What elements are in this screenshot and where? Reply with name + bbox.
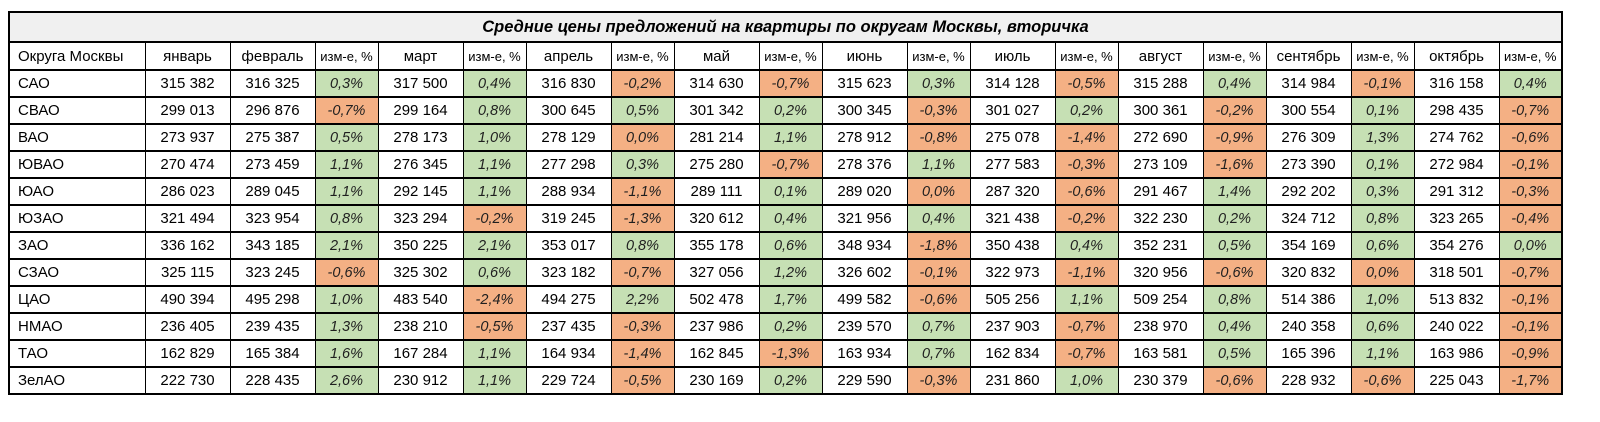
price-cell: 240 022 — [1414, 313, 1499, 340]
region-column-header: Округа Москвы — [9, 42, 145, 70]
change-cell: 2,2% — [611, 286, 674, 313]
change-cell: 1,0% — [315, 286, 378, 313]
price-cell: 236 405 — [145, 313, 230, 340]
table-row — [9, 124, 1562, 151]
price-cell: 273 109 — [1118, 151, 1203, 178]
change-cell: 2,1% — [315, 232, 378, 259]
change-cell: -0,6% — [1055, 178, 1118, 205]
change-column-header: изм-е, % — [1055, 42, 1118, 70]
change-cell: -0,7% — [759, 151, 822, 178]
price-cell: 163 581 — [1118, 340, 1203, 367]
table-row — [9, 259, 1562, 286]
change-cell: 1,2% — [759, 259, 822, 286]
price-cell: 272 690 — [1118, 124, 1203, 151]
change-cell: -0,6% — [315, 259, 378, 286]
table-title-row — [9, 12, 1562, 42]
price-cell: 325 115 — [145, 259, 230, 286]
price-cell: 324 712 — [1266, 205, 1351, 232]
price-cell: 276 345 — [378, 151, 463, 178]
price-cell: 298 435 — [1414, 97, 1499, 124]
price-cell: 323 245 — [230, 259, 315, 286]
change-cell: 0,0% — [907, 178, 970, 205]
price-cell: 286 023 — [145, 178, 230, 205]
change-cell: -1,8% — [907, 232, 970, 259]
change-cell: -0,7% — [1499, 259, 1562, 286]
month-column-header: сентябрь — [1266, 42, 1351, 70]
table-row — [9, 70, 1562, 97]
region-cell: ЮЗАО — [9, 205, 145, 232]
price-cell: 291 467 — [1118, 178, 1203, 205]
price-cell: 238 970 — [1118, 313, 1203, 340]
price-cell: 237 986 — [674, 313, 759, 340]
month-column-header: май — [674, 42, 759, 70]
price-cell: 162 845 — [674, 340, 759, 367]
change-cell: -0,6% — [1203, 367, 1266, 394]
price-cell: 278 173 — [378, 124, 463, 151]
change-cell: 0,8% — [611, 232, 674, 259]
price-cell: 316 830 — [526, 70, 611, 97]
price-cell: 278 129 — [526, 124, 611, 151]
change-cell: -1,4% — [1055, 124, 1118, 151]
price-cell: 350 225 — [378, 232, 463, 259]
change-cell: -0,6% — [1499, 124, 1562, 151]
region-cell: ЮАО — [9, 178, 145, 205]
table-title: Средние цены предложений на квартиры по округам Москвы, вторичка — [9, 12, 1562, 42]
price-cell: 281 214 — [674, 124, 759, 151]
region-cell: СЗАО — [9, 259, 145, 286]
change-cell: 1,0% — [1351, 286, 1414, 313]
price-cell: 325 302 — [378, 259, 463, 286]
price-cell: 228 435 — [230, 367, 315, 394]
price-cell: 289 045 — [230, 178, 315, 205]
change-cell: -1,4% — [611, 340, 674, 367]
price-cell: 316 325 — [230, 70, 315, 97]
change-cell: -0,9% — [1499, 340, 1562, 367]
change-cell: -1,3% — [611, 205, 674, 232]
price-cell: 292 202 — [1266, 178, 1351, 205]
price-cell: 317 500 — [378, 70, 463, 97]
change-cell: -0,6% — [1351, 367, 1414, 394]
price-cell: 314 984 — [1266, 70, 1351, 97]
price-cell: 323 182 — [526, 259, 611, 286]
price-cell: 323 265 — [1414, 205, 1499, 232]
table-row — [9, 286, 1562, 313]
change-cell: 0,4% — [1055, 232, 1118, 259]
price-cell: 502 478 — [674, 286, 759, 313]
change-column-header: изм-е, % — [315, 42, 378, 70]
change-cell: 0,2% — [759, 97, 822, 124]
price-cell: 278 912 — [822, 124, 907, 151]
price-cell: 315 288 — [1118, 70, 1203, 97]
change-cell: 0,8% — [463, 97, 526, 124]
price-cell: 230 912 — [378, 367, 463, 394]
change-cell: -1,1% — [611, 178, 674, 205]
change-column-header: изм-е, % — [907, 42, 970, 70]
change-cell: 0,2% — [1055, 97, 1118, 124]
change-cell: 1,1% — [315, 151, 378, 178]
price-cell: 274 762 — [1414, 124, 1499, 151]
price-cell: 275 387 — [230, 124, 315, 151]
price-cell: 355 178 — [674, 232, 759, 259]
price-cell: 292 145 — [378, 178, 463, 205]
change-column-header: изм-е, % — [611, 42, 674, 70]
change-cell: 1,7% — [759, 286, 822, 313]
price-cell: 287 320 — [970, 178, 1055, 205]
change-cell: -0,5% — [611, 367, 674, 394]
change-cell: 0,8% — [315, 205, 378, 232]
price-cell: 240 358 — [1266, 313, 1351, 340]
change-cell: 1,1% — [463, 151, 526, 178]
change-cell: -0,4% — [1499, 205, 1562, 232]
change-cell: -0,6% — [907, 286, 970, 313]
change-cell: 1,1% — [907, 151, 970, 178]
price-cell: 323 954 — [230, 205, 315, 232]
change-cell: 0,4% — [463, 70, 526, 97]
price-cell: 237 435 — [526, 313, 611, 340]
price-cell: 162 829 — [145, 340, 230, 367]
price-cell: 348 934 — [822, 232, 907, 259]
price-cell: 163 934 — [822, 340, 907, 367]
price-cell: 291 312 — [1414, 178, 1499, 205]
price-cell: 321 956 — [822, 205, 907, 232]
change-cell: 0,4% — [759, 205, 822, 232]
price-cell: 490 394 — [145, 286, 230, 313]
change-cell: -0,7% — [1499, 97, 1562, 124]
change-cell: 0,1% — [1351, 151, 1414, 178]
change-cell: -0,1% — [1351, 70, 1414, 97]
price-cell: 239 435 — [230, 313, 315, 340]
price-cell: 314 630 — [674, 70, 759, 97]
change-cell: 2,6% — [315, 367, 378, 394]
change-cell: 0,0% — [1499, 232, 1562, 259]
change-cell: 0,7% — [907, 340, 970, 367]
price-cell: 272 984 — [1414, 151, 1499, 178]
price-cell: 228 932 — [1266, 367, 1351, 394]
change-cell: -0,1% — [1499, 286, 1562, 313]
price-cell: 514 386 — [1266, 286, 1351, 313]
price-cell: 354 169 — [1266, 232, 1351, 259]
change-cell: -0,7% — [611, 259, 674, 286]
change-cell: 0,2% — [759, 313, 822, 340]
price-cell: 505 256 — [970, 286, 1055, 313]
change-cell: 1,1% — [1055, 286, 1118, 313]
prices-table — [8, 11, 1563, 395]
price-cell: 322 973 — [970, 259, 1055, 286]
change-cell: -0,3% — [1055, 151, 1118, 178]
change-cell: -0,1% — [1499, 151, 1562, 178]
change-cell: -0,2% — [1055, 205, 1118, 232]
change-cell: 1,6% — [315, 340, 378, 367]
change-cell: 0,6% — [463, 259, 526, 286]
change-column-header: изм-е, % — [1203, 42, 1266, 70]
price-cell: 499 582 — [822, 286, 907, 313]
change-cell: -0,3% — [1499, 178, 1562, 205]
change-cell: -0,7% — [1055, 340, 1118, 367]
price-cell: 230 379 — [1118, 367, 1203, 394]
change-cell: -0,6% — [1203, 259, 1266, 286]
month-column-header: январь — [145, 42, 230, 70]
change-cell: -0,2% — [611, 70, 674, 97]
change-cell: -0,9% — [1203, 124, 1266, 151]
price-cell: 164 934 — [526, 340, 611, 367]
change-column-header: изм-е, % — [1499, 42, 1562, 70]
change-cell: 1,3% — [315, 313, 378, 340]
price-cell: 319 245 — [526, 205, 611, 232]
change-cell: 0,1% — [1351, 97, 1414, 124]
table-row — [9, 313, 1562, 340]
change-cell: 0,6% — [1351, 313, 1414, 340]
price-cell: 301 342 — [674, 97, 759, 124]
price-cell: 229 590 — [822, 367, 907, 394]
change-cell: 1,0% — [1055, 367, 1118, 394]
price-cell: 343 185 — [230, 232, 315, 259]
price-cell: 270 474 — [145, 151, 230, 178]
month-column-header: октябрь — [1414, 42, 1499, 70]
change-cell: -1,6% — [1203, 151, 1266, 178]
price-cell: 278 376 — [822, 151, 907, 178]
table-row — [9, 367, 1562, 394]
change-cell: 0,5% — [611, 97, 674, 124]
month-column-header: февраль — [230, 42, 315, 70]
price-cell: 230 169 — [674, 367, 759, 394]
change-cell: -0,5% — [1055, 70, 1118, 97]
price-cell: 320 956 — [1118, 259, 1203, 286]
table-row — [9, 205, 1562, 232]
change-cell: 0,4% — [1499, 70, 1562, 97]
change-cell: -0,7% — [315, 97, 378, 124]
change-cell: 0,6% — [759, 232, 822, 259]
change-cell: 0,4% — [1203, 313, 1266, 340]
price-cell: 275 280 — [674, 151, 759, 178]
change-cell: 1,1% — [463, 367, 526, 394]
region-cell: САО — [9, 70, 145, 97]
change-cell: -0,7% — [759, 70, 822, 97]
change-cell: -2,4% — [463, 286, 526, 313]
region-cell: НМАО — [9, 313, 145, 340]
region-cell: ТАО — [9, 340, 145, 367]
price-cell: 322 230 — [1118, 205, 1203, 232]
change-cell: 0,3% — [315, 70, 378, 97]
price-cell: 354 276 — [1414, 232, 1499, 259]
price-cell: 513 832 — [1414, 286, 1499, 313]
change-cell: -1,1% — [1055, 259, 1118, 286]
price-cell: 301 027 — [970, 97, 1055, 124]
price-cell: 350 438 — [970, 232, 1055, 259]
change-cell: 1,1% — [463, 340, 526, 367]
price-cell: 321 494 — [145, 205, 230, 232]
price-cell: 162 834 — [970, 340, 1055, 367]
price-cell: 323 294 — [378, 205, 463, 232]
change-cell: 0,4% — [1203, 70, 1266, 97]
change-cell: 0,0% — [611, 124, 674, 151]
change-cell: 2,1% — [463, 232, 526, 259]
price-cell: 299 164 — [378, 97, 463, 124]
change-cell: -0,8% — [907, 124, 970, 151]
change-cell: 1,4% — [1203, 178, 1266, 205]
change-cell: 0,2% — [1203, 205, 1266, 232]
price-cell: 353 017 — [526, 232, 611, 259]
price-cell: 222 730 — [145, 367, 230, 394]
month-column-header: июнь — [822, 42, 907, 70]
table-row — [9, 97, 1562, 124]
price-cell: 165 396 — [1266, 340, 1351, 367]
region-cell: ВАО — [9, 124, 145, 151]
price-cell: 483 540 — [378, 286, 463, 313]
price-cell: 275 078 — [970, 124, 1055, 151]
price-cell: 314 128 — [970, 70, 1055, 97]
price-cell: 277 298 — [526, 151, 611, 178]
price-cell: 326 602 — [822, 259, 907, 286]
price-cell: 273 390 — [1266, 151, 1351, 178]
price-cell: 273 937 — [145, 124, 230, 151]
price-cell: 327 056 — [674, 259, 759, 286]
price-cell: 276 309 — [1266, 124, 1351, 151]
change-cell: 0,6% — [1351, 232, 1414, 259]
price-cell: 229 724 — [526, 367, 611, 394]
region-cell: ЗелАО — [9, 367, 145, 394]
change-cell: 0,0% — [1351, 259, 1414, 286]
price-cell: 299 013 — [145, 97, 230, 124]
price-cell: 318 501 — [1414, 259, 1499, 286]
price-cell: 320 832 — [1266, 259, 1351, 286]
table-header-row — [9, 42, 1562, 70]
table-row — [9, 151, 1562, 178]
region-cell: СВАО — [9, 97, 145, 124]
price-cell: 300 645 — [526, 97, 611, 124]
change-cell: 0,1% — [759, 178, 822, 205]
price-cell: 300 345 — [822, 97, 907, 124]
price-cell: 315 623 — [822, 70, 907, 97]
change-cell: 0,7% — [907, 313, 970, 340]
price-cell: 320 612 — [674, 205, 759, 232]
price-cell: 167 284 — [378, 340, 463, 367]
price-cell: 509 254 — [1118, 286, 1203, 313]
change-cell: -1,7% — [1499, 367, 1562, 394]
price-cell: 336 162 — [145, 232, 230, 259]
month-column-header: июль — [970, 42, 1055, 70]
change-column-header: изм-е, % — [1351, 42, 1414, 70]
price-cell: 494 275 — [526, 286, 611, 313]
price-cell: 165 384 — [230, 340, 315, 367]
change-cell: -0,7% — [1055, 313, 1118, 340]
price-cell: 315 382 — [145, 70, 230, 97]
price-cell: 237 903 — [970, 313, 1055, 340]
price-cell: 273 459 — [230, 151, 315, 178]
change-cell: 0,3% — [1351, 178, 1414, 205]
change-cell: -0,3% — [907, 97, 970, 124]
change-cell: 1,1% — [315, 178, 378, 205]
price-cell: 277 583 — [970, 151, 1055, 178]
price-cell: 238 210 — [378, 313, 463, 340]
price-cell: 316 158 — [1414, 70, 1499, 97]
region-cell: ЦАО — [9, 286, 145, 313]
region-cell: ЗАО — [9, 232, 145, 259]
price-cell: 239 570 — [822, 313, 907, 340]
change-cell: 0,4% — [907, 205, 970, 232]
table-row — [9, 340, 1562, 367]
change-cell: 0,5% — [1203, 232, 1266, 259]
price-cell: 289 111 — [674, 178, 759, 205]
change-cell: -0,3% — [907, 367, 970, 394]
price-cell: 225 043 — [1414, 367, 1499, 394]
change-cell: -0,1% — [1499, 313, 1562, 340]
price-cell: 321 438 — [970, 205, 1055, 232]
price-cell: 296 876 — [230, 97, 315, 124]
change-cell: -0,3% — [611, 313, 674, 340]
change-cell: -0,2% — [1203, 97, 1266, 124]
change-cell: 1,1% — [1351, 340, 1414, 367]
change-cell: -1,3% — [759, 340, 822, 367]
change-cell: 0,2% — [759, 367, 822, 394]
price-cell: 495 298 — [230, 286, 315, 313]
month-column-header: март — [378, 42, 463, 70]
change-cell: -0,2% — [463, 205, 526, 232]
change-cell: 1,1% — [759, 124, 822, 151]
change-cell: 0,5% — [315, 124, 378, 151]
month-column-header: апрель — [526, 42, 611, 70]
change-cell: 0,8% — [1351, 205, 1414, 232]
change-cell: 0,8% — [1203, 286, 1266, 313]
change-column-header: изм-е, % — [463, 42, 526, 70]
price-cell: 289 020 — [822, 178, 907, 205]
region-cell: ЮВАО — [9, 151, 145, 178]
price-cell: 288 934 — [526, 178, 611, 205]
change-cell: 0,3% — [611, 151, 674, 178]
change-cell: 0,3% — [907, 70, 970, 97]
table-row — [9, 232, 1562, 259]
price-cell: 163 986 — [1414, 340, 1499, 367]
change-cell: 1,3% — [1351, 124, 1414, 151]
change-cell: 1,0% — [463, 124, 526, 151]
change-cell: 1,1% — [463, 178, 526, 205]
price-cell: 231 860 — [970, 367, 1055, 394]
change-column-header: изм-е, % — [759, 42, 822, 70]
price-cell: 352 231 — [1118, 232, 1203, 259]
change-cell: 0,5% — [1203, 340, 1266, 367]
month-column-header: август — [1118, 42, 1203, 70]
table-row — [9, 178, 1562, 205]
price-cell: 300 361 — [1118, 97, 1203, 124]
change-cell: -0,1% — [907, 259, 970, 286]
change-cell: -0,5% — [463, 313, 526, 340]
price-cell: 300 554 — [1266, 97, 1351, 124]
